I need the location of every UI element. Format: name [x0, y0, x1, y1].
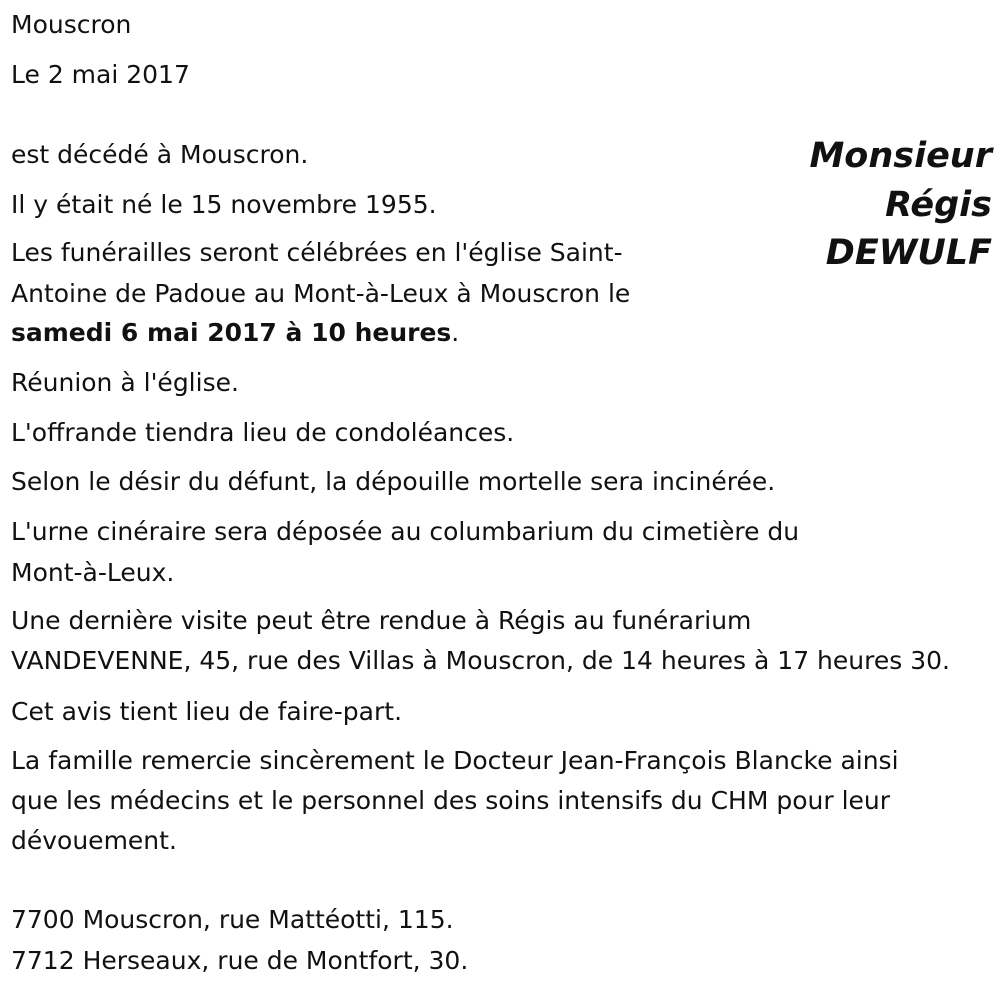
address-herseaux: 7712 Herseaux, rue de Montfort, 30.	[11, 946, 469, 975]
death-statement: est décédé à Mouscron.	[11, 140, 309, 169]
cremation-statement: Selon le désir du défunt, la dépouille mortelle sera incinérée.	[11, 467, 776, 496]
funeral-text-line-1: Les funérailles seront célébrées en l'église Saint-	[11, 238, 623, 267]
visit-text-line-2: VANDEVENNE, 45, rue des Villas à Mouscron, de 14 heures à 17 heures 30.	[11, 646, 950, 675]
thanks-text-line-2: que les médecins et le personnel des soins intensifs du CHM pour leur	[11, 786, 891, 815]
deceased-last-name: DEWULF	[825, 233, 992, 273]
thanks-text-line-3: dévouement.	[11, 826, 177, 855]
funeral-date-line	[11, 318, 459, 348]
announcement-statement: Cet avis tient lieu de faire-part.	[11, 697, 403, 726]
funeral-date: samedi 6 mai 2017 à 10 heures	[11, 318, 452, 347]
funeral-text-line-2: Antoine de Padoue au Mont-à-Leux à Mouscron le	[11, 279, 631, 308]
visit-text-line-1: Une dernière visite peut être rendue à Régis au funérarium	[11, 606, 752, 635]
deceased-first-name: Régis	[885, 185, 992, 225]
offering-statement: L'offrande tiendra lieu de condoléances.	[11, 418, 515, 447]
birth-statement: Il y était né le 15 novembre 1955.	[11, 190, 437, 219]
address-mouscron: 7700 Mouscron, rue Mattéotti, 115.	[11, 905, 454, 934]
notice-date: Le 2 mai 2017	[11, 60, 190, 89]
meeting-statement: Réunion à l'église.	[11, 368, 239, 397]
place-heading: Mouscron	[11, 10, 132, 39]
thanks-text-line-1: La famille remercie sincèrement le Docteur Jean-François Blancke ainsi	[11, 746, 899, 775]
funeral-date-period: .	[451, 318, 460, 347]
deceased-title: Monsieur	[809, 136, 992, 176]
urn-text-line-1: L'urne cinéraire sera déposée au columbarium du cimetière du	[11, 517, 800, 546]
urn-text-line-2: Mont-à-Leux.	[11, 558, 175, 587]
